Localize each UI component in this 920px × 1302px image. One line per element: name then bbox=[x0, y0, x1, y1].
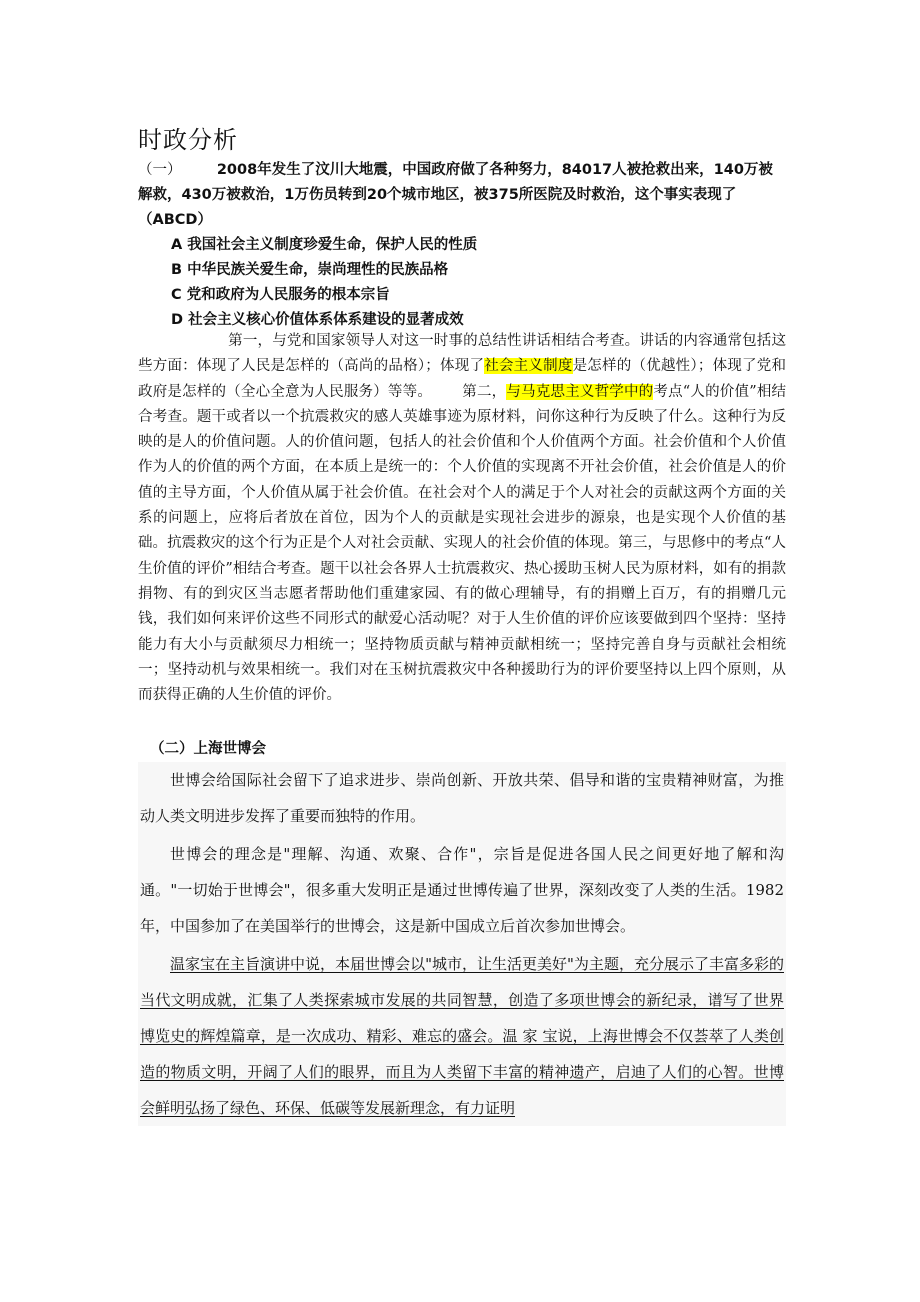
expo-section bbox=[138, 762, 786, 1126]
question-stem: 2008年发生了汶川大地震，中国政府做了各种努力，84017人被抢救出来，140万被解救，430万被救治，1万伤员转到20个城市地区，被375所医院及时救治，这个事实表现了（ABCD） bbox=[138, 162, 773, 228]
expo-paragraph-3: 温家宝在主旨演讲中说，本届世博会以"城市，让生活更美好"为主题，充分展示了丰富多彩的当代文明成就，汇集了人类探索城市发展的共同智慧，创造了多项世博会的新纪录，谱写了世界博览史的辉煌篇章，是一次成功、精彩、难忘的盛会。温 家 宝说，上海世博会不仅荟萃了人类创造的物质文明，开阔了人们的眼界，而且为人类留下丰富的精神遗产，启迪了人们的心智。世博会鲜明弘扬了绿色、环保、低碳等发展新理念，有力证明 bbox=[140, 955, 784, 1117]
option-b: B 中华民族关爱生命，崇尚理性的民族品格 bbox=[171, 262, 449, 278]
highlight-socialist-system: 社会主义制度 bbox=[484, 358, 573, 375]
option-d: D 社会主义核心价值体系体系建设的显著成效 bbox=[171, 312, 464, 328]
analysis-text-1: 第一，与党和国家领导人对这一时事的总结性讲话相结合考查。讲话的内容通常包括这些方面：体现了人民是怎样的（高尚的品格）；体现了 bbox=[138, 333, 786, 375]
highlight-marxist-philosophy: 与马克思主义哲学中的 bbox=[506, 383, 654, 400]
expo-paragraph-2: 世博会的理念是"理解、沟通、欢聚、合作"，宗旨是促进各国人民之间更好地了解和沟通。"一切始于世博会"，很多重大发明正是通过世博传遍了世界，深刻改变了人类的生活。1982年，中国参加了在美国举行的世博会，这是新中国成立后首次参加世博会。 bbox=[140, 845, 784, 935]
question-number: （一） bbox=[138, 162, 182, 178]
analysis-paragraph bbox=[138, 329, 786, 708]
analysis-text-3: 第二， bbox=[462, 383, 507, 400]
section-2-heading: （二）上海世博会 bbox=[150, 741, 266, 757]
analysis-text-4: 考点“人的价值”相结合考查。题干或者以一个抗震救灾的感人英雄事迹为原材料，问你这种行为反映了什么。这种行为反映的是人的价值问题。人的价值问题，包括人的社会价值和个人价值两个方面。社会价值和个人价值作为人的价值的两个方面，在本质上是统一的：个人价值的实现离不开社会价值，社会价值是人的价值的主导方面，个人价值从属于社会价值。在社会对个人的满足于个人对社会的贡献这两个方面的关系的问题上，应将后者放在首位，因为个人的贡献是实现社会进步的源泉，也是实现个人价值的基础。抗震救灾的这个行为正是个人对社会贡献、实现人的社会价值的体现。第三，与思修中的考点“人生价值的评价”相结合考查。题干以社会各界人士抗震救灾、热心援助玉树人民为原材料，如有的捐款捐物、有的到灾区当志愿者帮助他们重建家园、有的做心理辅导，有的捐赠上百万，有的捐赠几元钱，我们如何来评价这些不同形式的献爱心活动呢？对于人生价值的评价应该要做到四个坚持：坚持能力有大小与贡献须尽力相统一；坚持物质贡献与精神贡献相统一；坚持完善自身与贡献社会相统一；坚持动机与效果相统一。我们对在玉树抗震救灾中各种援助行为的评价要坚持以上四个原则，从而获得正确的人生价值的评价。 bbox=[138, 383, 787, 704]
page-title: 时政分析 bbox=[138, 126, 238, 154]
question-1 bbox=[138, 158, 786, 233]
expo-paragraph-1: 世博会给国际社会留下了追求进步、崇尚创新、开放共荣、倡导和谐的宝贵精神财富，为推动人类文明进步发挥了重要而独特的作用。 bbox=[140, 771, 784, 825]
option-c: C 党和政府为人民服务的根本宗旨 bbox=[171, 287, 390, 303]
option-a: A 我国社会主义制度珍爱生命，保护人民的性质 bbox=[171, 237, 478, 253]
answer-options bbox=[138, 233, 786, 333]
analysis-text-2: 是怎样的（优越性）；体现了党和政府是怎样的（全心全意为人民服务）等等。 bbox=[138, 358, 787, 400]
